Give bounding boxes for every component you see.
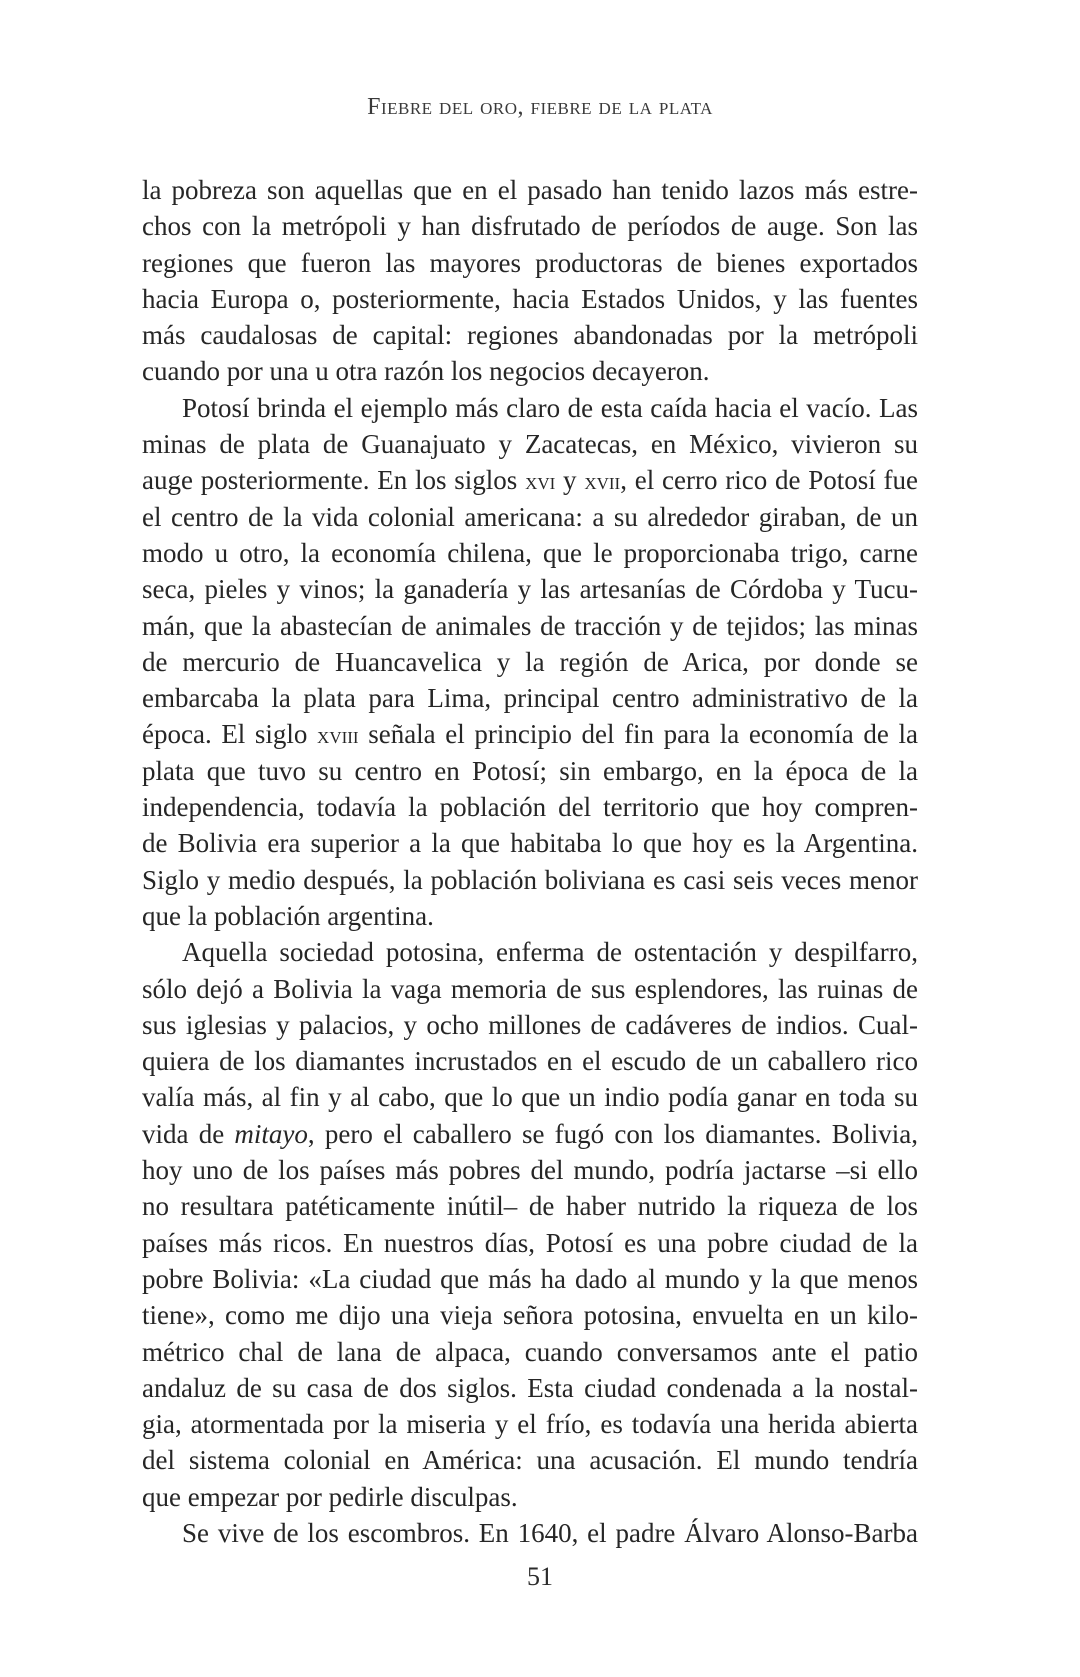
text-line: minas de plata de Guanajuato y Zacatecas, en México, vivieron su	[142, 429, 918, 460]
running-head: Fiebre del oro, fiebre de la plata	[367, 94, 713, 120]
text-line: pobre Bolivia: «La ciudad que más ha dado al mundo y la que menos	[142, 1263, 918, 1294]
text-line: auge posteriormente. En los siglos xvi y xvii, el cerro rico de Potosí fue	[142, 465, 919, 496]
text-line: Aquella sociedad potosina, enferma de ostentación y despilfarro,	[182, 937, 918, 968]
paragraph	[142, 1515, 918, 1551]
text-line: vida de mitayo, pero el caballero se fugó con los diamantes. Bolivia,	[142, 1118, 918, 1149]
text-line: Siglo y medio después, la población boliviana es casi seis veces menor	[142, 864, 918, 895]
text-line: regiones que fueron las mayores productoras de bienes exportados	[142, 247, 918, 278]
text-line: más caudalosas de capital: regiones abandonadas por la metrópoli	[142, 320, 918, 351]
text-line: andaluz de su casa de dos siglos. Esta ciudad condenada a la nostal-	[142, 1372, 918, 1403]
text-line: Potosí brinda el ejemplo más claro de esta caída hacia el vacío. Las	[182, 392, 918, 423]
text-line: de mercurio de Huancavelica y la región de Arica, por donde se	[142, 646, 918, 677]
text-line: tiene», como me dijo una vieja señora potosina, envuelta en un kilo-	[142, 1300, 918, 1331]
text-line: Se vive de los escombros. En 1640, el padre Álvaro Alonso-Barba	[182, 1517, 918, 1548]
text-line: hacia Europa o, posteriormente, hacia Estados Unidos, y las fuentes	[142, 283, 918, 314]
roman-numeral-small-caps: xvii	[584, 468, 621, 496]
text-line: países más ricos. En nuestros días, Potosí es una pobre ciudad de la	[142, 1227, 918, 1258]
page-number: 51	[527, 1562, 553, 1591]
text-line: plata que tuvo su centro en Potosí; sin embargo, en la época de la	[142, 755, 918, 786]
roman-numeral-small-caps: xvi	[525, 468, 556, 496]
text-line: quiera de los diamantes incrustados en el escudo de un caballero rico	[142, 1046, 918, 1077]
roman-numeral-small-caps: xviii	[317, 722, 359, 750]
text-line: que la población argentina.	[142, 900, 434, 931]
text-line: chos con la metrópoli y han disfrutado de períodos de auge. Son las	[142, 211, 918, 242]
text-line: la pobreza son aquellas que en el pasado han tenido lazos más estre-	[142, 175, 918, 205]
text-line: seca, pieles y vinos; la ganadería y las artesanías de Córdoba y Tucu-	[142, 574, 918, 605]
text-line: hoy uno de los países más pobres del mundo, podría jactarse –si ello	[142, 1155, 918, 1186]
text-line: el centro de la vida colonial americana: a su alrededor giraban, de un	[142, 501, 918, 532]
text-line: que empezar por pedirle disculpas.	[142, 1481, 518, 1512]
text-line: sólo dejó a Bolivia la vaga memoria de sus esplendores, las ruinas de	[142, 973, 918, 1004]
text-line: no resultara patéticamente inútil– de haber nutrido la riqueza de los	[142, 1191, 918, 1222]
text-line: de Bolivia era superior a la que habitaba lo que hoy es la Argentina.	[142, 828, 918, 859]
text-line: modo u otro, la economía chilena, que le proporcionaba trigo, carne	[142, 537, 918, 568]
paragraph	[142, 172, 918, 390]
text-line: sus iglesias y palacios, y ocho millones de cadáveres de indios. Cual-	[142, 1009, 918, 1040]
text-line: cuando por una u otra razón los negocios decayeron.	[142, 356, 710, 387]
italic-term: mitayo	[234, 1118, 308, 1149]
paragraph	[142, 934, 918, 1515]
body-text	[142, 172, 918, 1551]
text-line: del sistema colonial en América: una acusación. El mundo tendría	[142, 1445, 918, 1476]
text-line: independencia, todavía la población del territorio que hoy compren-	[142, 792, 918, 823]
text-line: gia, atormentada por la miseria y el frío, es todavía una herida abierta	[142, 1409, 918, 1440]
text-line: mán, que la abastecían de animales de tracción y de tejidos; las minas	[142, 610, 918, 641]
text-line: métrico chal de lana de alpaca, cuando conversamos ante el patio	[142, 1336, 918, 1367]
text-line: valía más, al fin y al cabo, que lo que un indio podía ganar en toda su	[142, 1082, 918, 1113]
text-line: embarcaba la plata para Lima, principal centro administrativo de la	[142, 683, 918, 714]
text-line: época. El siglo xviii señala el principio del fin para la economía de la	[142, 719, 918, 750]
paragraph	[142, 390, 918, 934]
